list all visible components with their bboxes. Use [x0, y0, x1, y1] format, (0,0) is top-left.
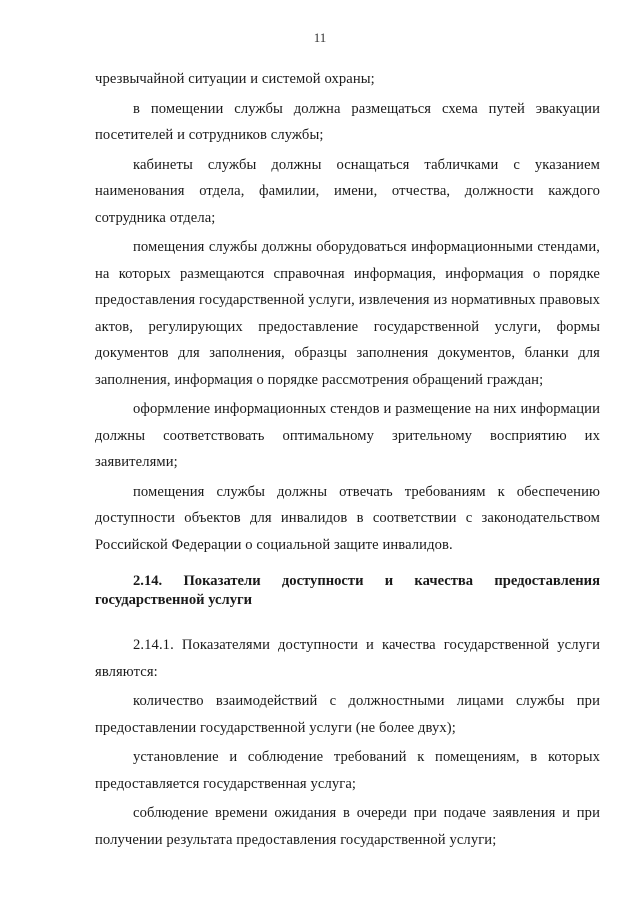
paragraph: чрезвычайной ситуации и системой охраны;: [95, 71, 375, 87]
paragraph: установление и соблюдение требований к помещениям, в которых предоставляется государственная услуга;: [95, 749, 600, 792]
paragraph: 2.14.1. Показателями доступности и качества государственной услуги являются:: [95, 637, 600, 680]
paragraph: соблюдение времени ожидания в очереди при подаче заявления и при получении результата предоставления государственной услуги;: [95, 805, 600, 848]
document-body: [95, 66, 600, 856]
paragraph: кабинеты службы должны оснащаться табличками с указанием наименования отдела, фамилии, имени, отчества, должности каждого сотрудника отдела;: [95, 156, 600, 226]
section-heading: 2.14. Показатели доступности и качества предоставления государственной услуги: [95, 573, 600, 608]
paragraph: в помещении службы должна размещаться схема путей эвакуации посетителей и сотрудников службы;: [95, 100, 600, 143]
paragraph: оформление информационных стендов и размещение на них информации должны соответствовать оптимальному зрительному восприятию их заявителями;: [95, 401, 600, 470]
paragraph: помещения службы должны оборудоваться информационными стендами, на которых размещаются справочная информация, информация о порядке предоставления государственной услуги, извлечения из нормативных правовых актов, регулирующих предоставление государственной услуги, формы документов для заполнения, образцы заполнения документов, бланки для заполнения, информация о порядке рассмотрения обращений граждан;: [95, 239, 600, 388]
page-number: 11: [313, 30, 327, 45]
paragraph: количество взаимодействий с должностными лицами службы при предоставлении государственной услуги (не более двух);: [95, 693, 600, 736]
paragraph: помещения службы должны отвечать требованиям к обеспечению доступности объектов для инвалидов в соответствии с законодательством Российской Федерации о социальной защите инвалидов.: [95, 483, 600, 553]
